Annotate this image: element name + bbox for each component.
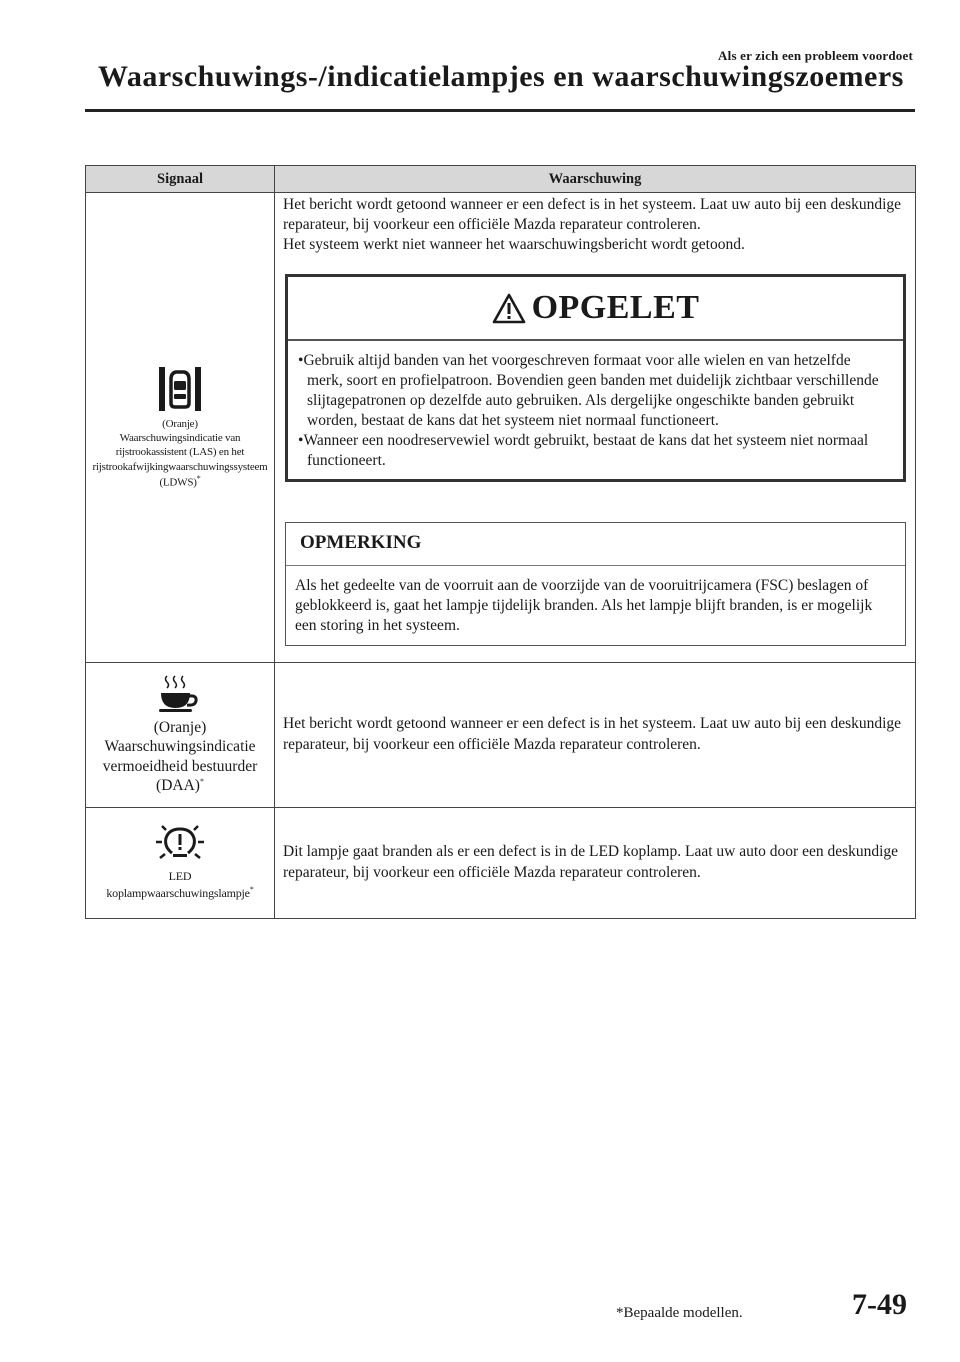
signal-label-line: LED <box>168 869 192 884</box>
table-row <box>86 807 916 918</box>
signal-label-line: koplampwaarschuwingslampje <box>106 886 250 901</box>
warning-cell <box>275 807 916 918</box>
asterisk: * <box>199 776 204 786</box>
col-header-signal: Signaal <box>86 166 275 193</box>
signal-label-line: Waarschuwingsindicatie van <box>119 432 241 444</box>
warning-text: Het bericht wordt getoond wanneer er een defect is in het systeem. Laat uw auto bij een deskundige reparateur, bij voorkeur een officiële Mazda reparateur controleren. <box>283 715 902 753</box>
footnote: *Bepaalde modellen. <box>616 1305 743 1321</box>
signal-label-line: (Oranje) <box>162 417 198 430</box>
signal-cell <box>86 807 275 918</box>
lane-assist-icon <box>157 365 203 413</box>
col-header-warning: Waarschuwing <box>275 166 916 193</box>
header-rule <box>85 109 915 112</box>
signal-label-line: vermoeidheid bestuurder <box>102 757 258 775</box>
signal-label-line: (DAA) <box>156 776 200 794</box>
note-text: Als het gedeelte van de voorruit aan de voorzijde van de vooruitrijcamera (FSC) beslagen of geblokkeerd is, gaat het lampje tijdelijk branden. Als het lampje blijft branden, is er mogelijk een storing in het systeem. <box>295 577 873 635</box>
signal-label-line: Waarschuwingsindicatie <box>104 738 256 756</box>
warning-text: Dit lampje gaat branden als er een defect is in de LED koplamp. Laat uw auto door een deskundige reparateur, bij voorkeur een officiële Mazda reparateur controleren. <box>283 843 899 881</box>
warning-text: Het systeem werkt niet wanneer het waarschuwingsbericht wordt getoond. <box>283 236 745 254</box>
signal-cell <box>86 662 275 807</box>
page-number: 7-49 <box>852 1288 907 1321</box>
warning-cell <box>275 193 916 663</box>
caution-bullet: Wanneer een noodreservewiel wordt gebruikt, bestaat de kans dat het systeem niet normaal functioneert. <box>303 432 869 470</box>
table-row <box>86 662 916 807</box>
signal-label-line: rijstrookassistent (LAS) en het <box>115 446 245 459</box>
note-title: OPMERKING <box>286 523 905 566</box>
signal-cell <box>86 193 275 663</box>
signal-label-line: (LDWS) <box>159 476 197 489</box>
chapter-title: Waarschuwings-/indicatielampjes en waarschuwingszoemers <box>98 60 904 93</box>
warning-text: Het bericht wordt getoond wanneer er een defect is in het systeem. Laat uw auto bij een deskundige reparateur, bij voorkeur een officiële Mazda reparateur controleren. <box>283 196 902 234</box>
note-box <box>285 522 906 645</box>
caution-box: OPGELET •Gebruik altijd banden van het voorgeschreven formaat voor alle wielen en van hetzelfde merk, soort en profielpatroon. Bovendien geen banden met duidelijk zichtbaar verschillende slijtagepatronen op dezelfde auto gebruiken. Als dergelijke ongeschikte banden gebruikt worden, bestaat de kans dat het systeem niet normaal functioneert. •Wanneer een noodreservewiel wordt gebruikt, bestaat de kans dat het systeem niet normaal functioneert. <box>285 274 906 482</box>
asterisk: * <box>249 885 254 895</box>
caution-title: OPGELET <box>531 289 700 327</box>
signal-label-line: (Oranje) <box>153 718 207 736</box>
table-header-row <box>86 166 916 193</box>
led-headlamp-warning-icon <box>153 823 207 863</box>
coffee-cup-icon <box>158 674 202 714</box>
section-title: Als er zich een probleem voordoet <box>718 48 913 63</box>
caution-bullet: Gebruik altijd banden van het voorgeschreven formaat voor alle wielen en van hetzelfde merk, soort en profielpatroon. Bovendien geen banden met duidelijk zichtbaar verschillende slijtagepatronen op dezelfde auto gebruiken. Als dergelijke ongeschikte banden gebruikt worden, bestaat de kans dat het systeem niet normaal functioneert. <box>303 351 879 430</box>
signal-label-line: rijstrookafwijkingwaarschuwingssysteem <box>92 460 268 473</box>
warning-table <box>85 165 916 919</box>
warning-triangle-icon <box>492 293 526 324</box>
warning-cell <box>275 662 916 807</box>
asterisk: * <box>196 473 201 483</box>
table-row <box>86 193 916 663</box>
